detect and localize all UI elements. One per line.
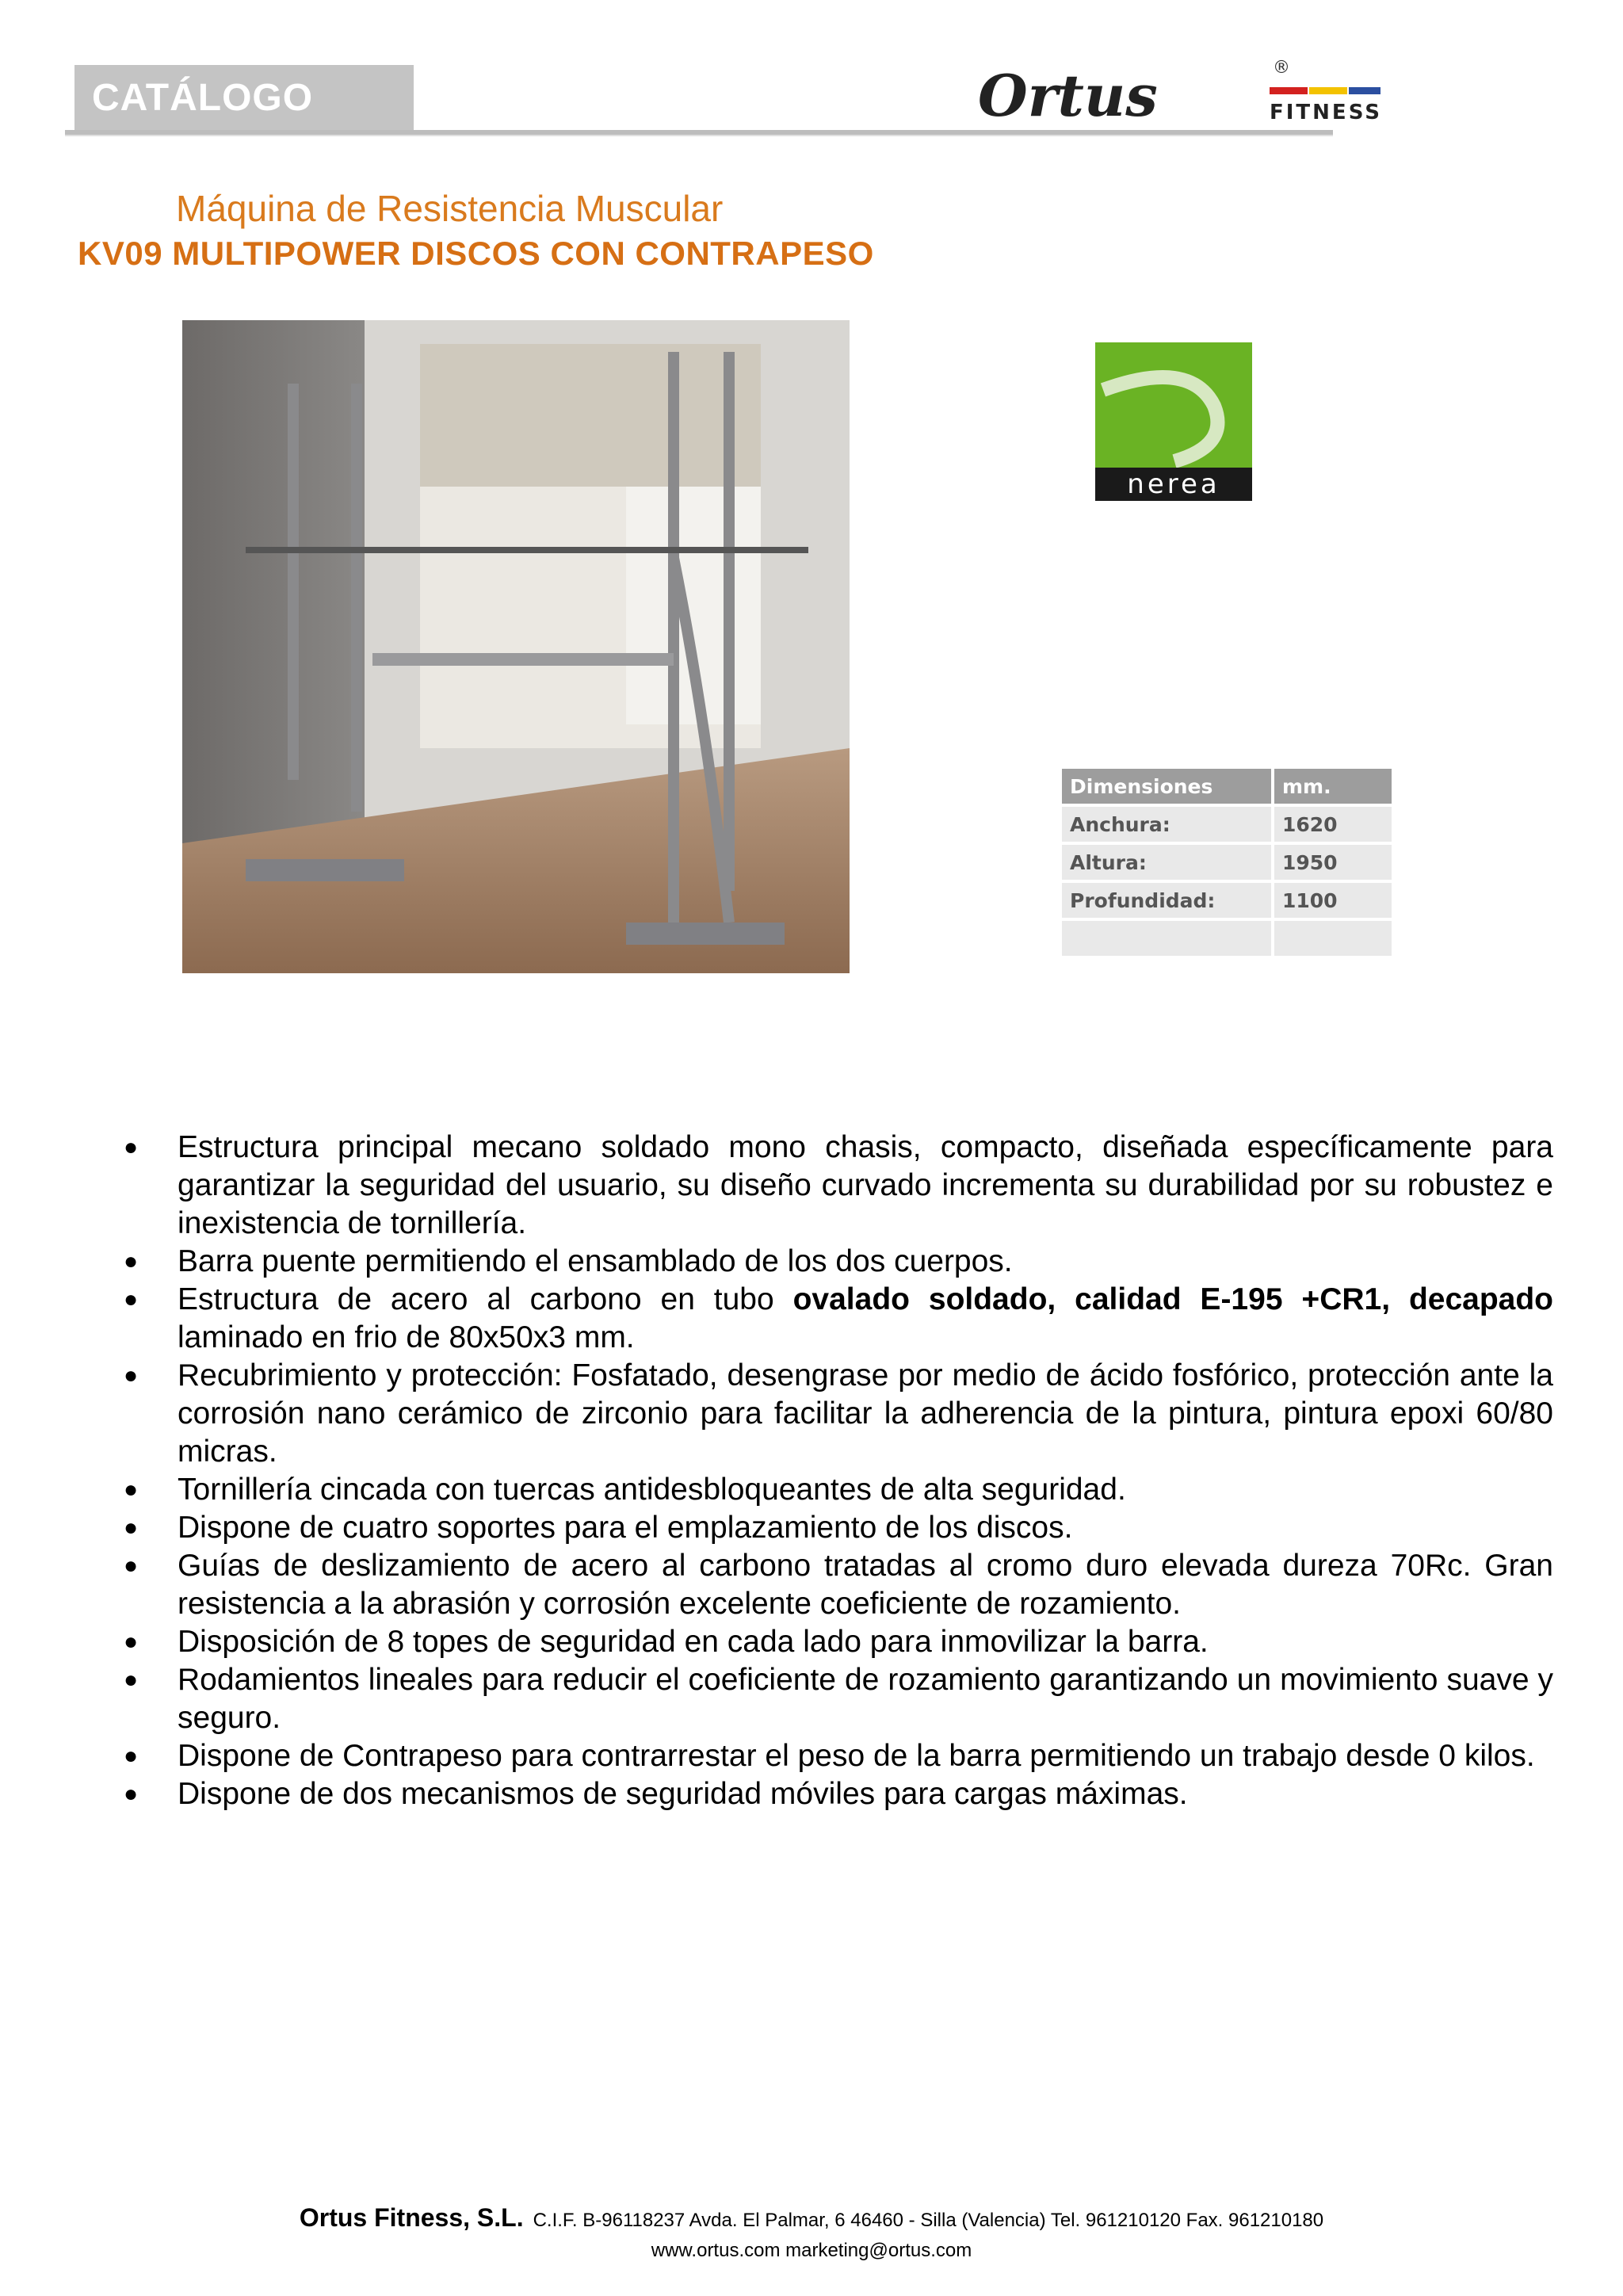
feature-text: Disposición de 8 topes de seguridad en cada lado para inmovilizar la barra.	[178, 1625, 1209, 1659]
feature-item	[124, 1243, 1553, 1281]
logo-word: Ortus	[978, 62, 1158, 129]
nerea-brand-badge	[1095, 342, 1252, 501]
product-category: Máquina de Resistencia Muscular	[176, 188, 724, 229]
bullet-icon: ●	[124, 1781, 139, 1807]
feature-text: Rodamientos lineales para reducir el coeficiente de rozamiento garantizando un movimiento suave y seguro.	[178, 1663, 1553, 1735]
feature-bold-text: ovalado soldado, calidad E-195 +CR1, decapado	[792, 1282, 1554, 1316]
feature-text: Estructura de acero al carbono en tubo	[178, 1282, 793, 1316]
feature-text: Estructura principal mecano soldado mono chasis, compacto, diseñada específicamente para garantizar la seguridad del usuario, su diseño curvado incrementa su durabilidad por su robustez e inexistencia de tornillería.	[178, 1130, 1553, 1240]
logo-stripe-yellow	[1309, 87, 1347, 94]
ortus-fitness-logo	[975, 54, 1387, 133]
dimensions-table	[1059, 766, 1395, 959]
feature-item	[124, 1775, 1553, 1813]
features-list	[124, 1129, 1554, 1813]
feature-text: Dispone de cuatro soportes para el emplazamiento de los discos.	[178, 1511, 1073, 1545]
feature-text: Guías de deslizamiento de acero al carbono tratadas al cromo duro elevada dureza 70Rc. Gran resistencia a la abrasión y corrosión excelente coeficiente de rozamiento.	[178, 1549, 1553, 1621]
feature-item	[124, 1281, 1554, 1357]
bullet-icon: ●	[124, 1743, 139, 1769]
feature-text: Recubrimiento y protección: Fosfatado, desengrase por medio de ácido fosfórico, protección ante la corrosión nano cerámico de zirconio para facilitar la adherencia de la pintura, pintura epoxi 60/80 micras.	[178, 1358, 1553, 1469]
dimension-label: Altura:	[1062, 845, 1271, 880]
header-divider-shadow	[65, 135, 1333, 136]
logo-stripe-blue	[1349, 87, 1381, 94]
feature-item	[124, 1737, 1553, 1775]
dimension-label: Anchura:	[1062, 807, 1271, 842]
catalog-label: CATÁLOGO	[92, 77, 314, 119]
feature-item	[124, 1547, 1553, 1623]
feature-text: Tornillería cincada con tuercas antidesbloqueantes de alta seguridad.	[178, 1473, 1126, 1507]
dimensions-row	[1062, 883, 1392, 918]
dimensions-header-label: Dimensiones	[1062, 769, 1271, 804]
bullet-icon: ●	[124, 1286, 139, 1312]
logo-stripe-red	[1270, 87, 1308, 94]
dimension-value: 1620	[1274, 807, 1392, 842]
bullet-icon: ●	[124, 1515, 139, 1541]
feature-item	[124, 1623, 1553, 1661]
dimension-label	[1062, 921, 1271, 956]
bullet-icon: ●	[124, 1362, 139, 1389]
dimensions-row	[1062, 921, 1392, 956]
product-photo	[182, 320, 850, 973]
badge-text: nerea	[1127, 468, 1220, 500]
dimensions-row	[1062, 807, 1392, 842]
feature-text-after: laminado en frio de 80x50x3 mm.	[178, 1320, 635, 1354]
feature-item	[124, 1129, 1553, 1243]
logo-sub: FITNESS	[1270, 101, 1382, 124]
footer-details: C.I.F. B-96118237 Avda. El Palmar, 6 46460 - Silla (Valencia) Tel. 961210120 Fax. 961210180	[533, 2210, 1324, 2231]
feature-text: Barra puente permitiendo el ensamblado de los dos cuerpos.	[178, 1244, 1013, 1278]
dimension-value: 1950	[1274, 845, 1392, 880]
feature-item	[124, 1509, 1553, 1547]
dimensions-row	[1062, 845, 1392, 880]
bullet-icon: ●	[124, 1667, 139, 1693]
dimension-value	[1274, 921, 1392, 956]
bullet-icon: ●	[124, 1629, 139, 1655]
feature-item	[124, 1661, 1553, 1737]
product-name: KV09 MULTIPOWER DISCOS CON CONTRAPESO	[78, 235, 874, 272]
registered-mark: ®	[1273, 58, 1290, 78]
bullet-icon: ●	[124, 1248, 139, 1274]
bullet-icon: ●	[124, 1134, 139, 1160]
dimensions-header-row	[1062, 769, 1392, 804]
bullet-icon: ●	[124, 1553, 139, 1579]
dimensions-header-unit: mm.	[1274, 769, 1392, 804]
feature-item	[124, 1471, 1553, 1509]
feature-text: Dispone de dos mecanismos de seguridad móviles para cargas máximas.	[178, 1777, 1188, 1811]
bullet-icon: ●	[124, 1477, 139, 1503]
feature-item	[124, 1357, 1553, 1471]
dimension-label: Profundidad:	[1062, 883, 1271, 918]
catalog-tab	[74, 65, 414, 133]
footer-company: Ortus Fitness, S.L.	[299, 2203, 524, 2232]
feature-text: Dispone de Contrapeso para contrarrestar el peso de la barra permitiendo un trabajo desde 0 kilos.	[178, 1739, 1535, 1773]
dimension-value: 1100	[1274, 883, 1392, 918]
footer-contact: www.ortus.com marketing@ortus.com	[651, 2240, 972, 2261]
footer-line-1	[0, 2203, 1623, 2233]
